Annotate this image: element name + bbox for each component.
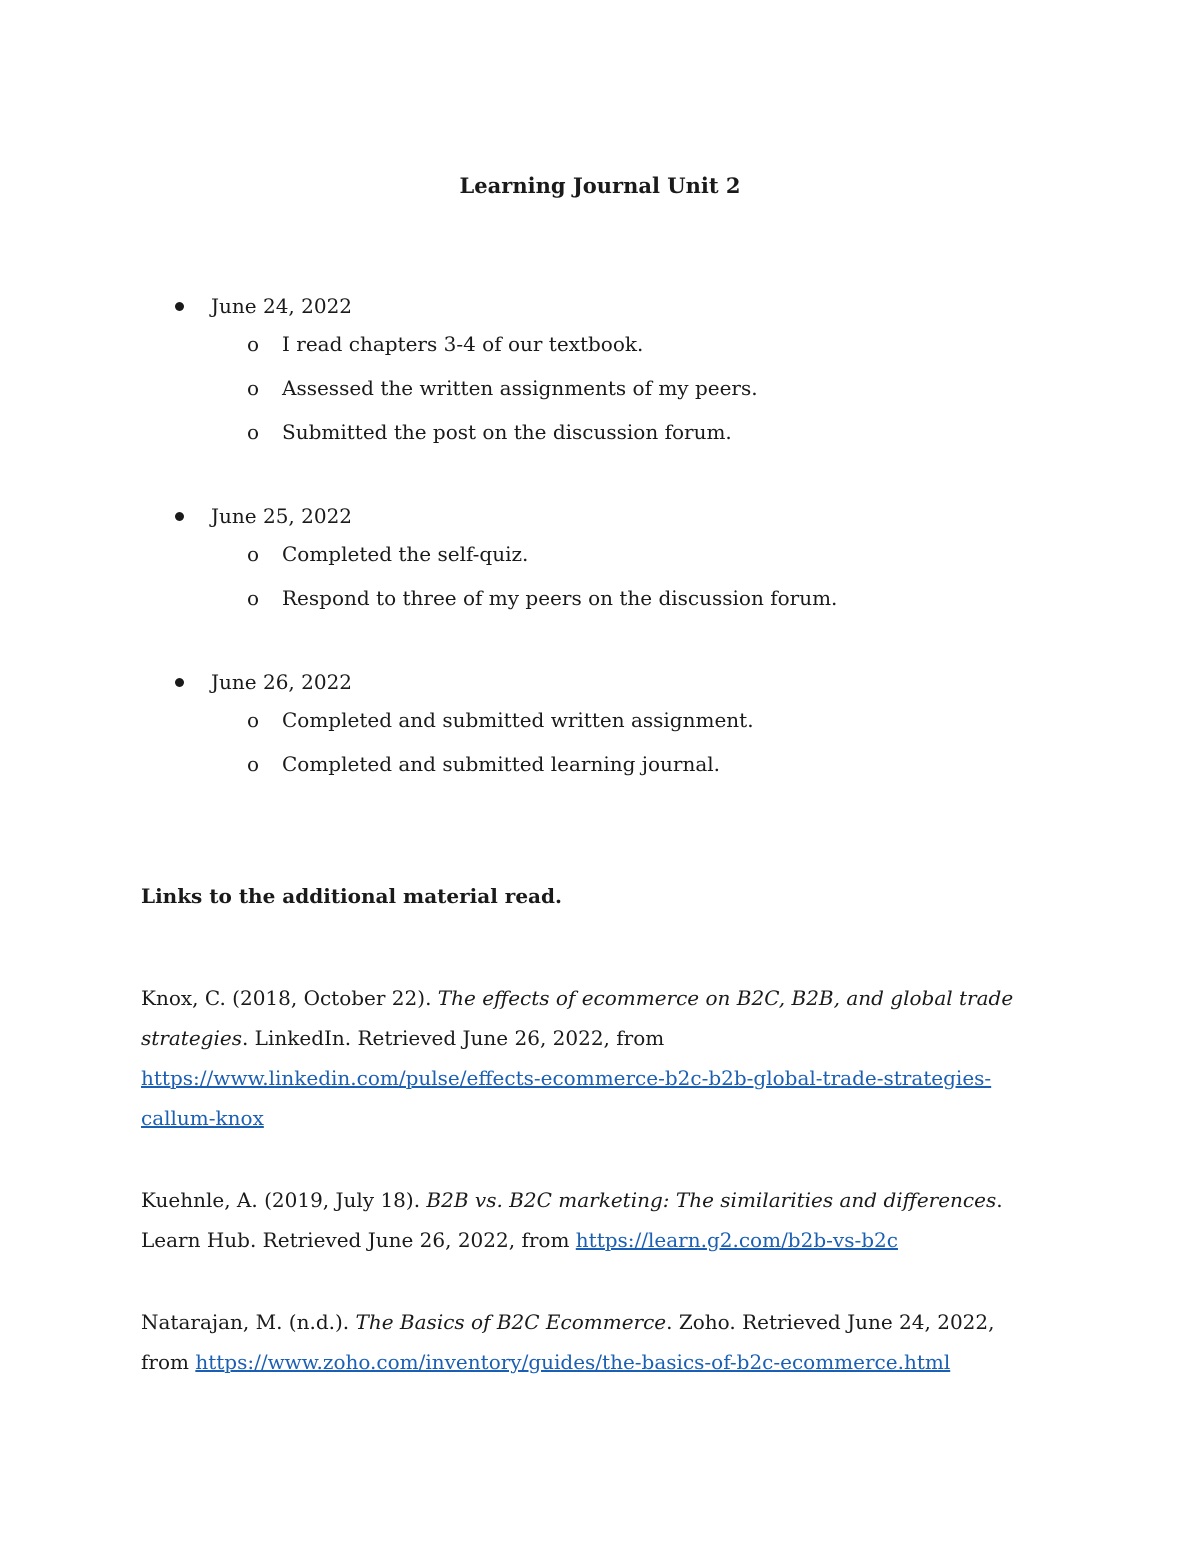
bullet-dot-icon: [175, 302, 184, 311]
reference-link[interactable]: https://learn.g2.com/b2b-vs-b2c: [575, 1228, 898, 1252]
reference-entry: [141, 1180, 1021, 1260]
list-item-text: Assessed the written assignments of my peers.: [282, 376, 758, 400]
reference-author: Kuehnle, A. (2019, July 18).: [141, 1188, 427, 1212]
journal-entry: [0, 664, 1200, 790]
hollow-bullet-icon: o: [247, 586, 260, 610]
reference-link[interactable]: https://www.zoho.com/inventory/guides/the-basics-of-b2c-ecommerce.html: [195, 1350, 951, 1374]
hollow-bullet-icon: o: [247, 542, 260, 566]
document-title: Learning Journal Unit 2: [459, 173, 741, 198]
reference-author: Knox, C. (2018, October 22).: [141, 986, 438, 1010]
reference-link[interactable]: https://www.linkedin.com/pulse/effects-ecommerce-b2c-b2b-global-trade-strategies-callum-knox: [141, 1066, 992, 1130]
list-item: [0, 326, 1200, 370]
list-item-text: Completed and submitted written assignment.: [282, 708, 754, 732]
list-item-text: Respond to three of my peers on the discussion forum.: [282, 586, 838, 610]
list-item-text: I read chapters 3-4 of our textbook.: [282, 332, 644, 356]
hollow-bullet-icon: o: [247, 752, 260, 776]
hollow-bullet-icon: o: [247, 376, 260, 400]
list-item: [0, 746, 1200, 790]
list-item: [0, 536, 1200, 580]
list-item-text: Submitted the post on the discussion forum.: [282, 420, 732, 444]
entry-date: June 25, 2022: [211, 504, 353, 528]
list-item: [0, 702, 1200, 746]
journal-entry: [0, 288, 1200, 458]
reference-source: . LinkedIn. Retrieved June 26, 2022, from: [241, 1026, 665, 1050]
reference-title: The effects of ecommerce on B2C, B2B, and global trade strategies: [141, 986, 1014, 1050]
reference-source: . Learn Hub. Retrieved June 26, 2022, from: [141, 1188, 1003, 1252]
reference-list: [141, 958, 1021, 1424]
reference-source: . Zoho. Retrieved June 24, 2022, from: [141, 1310, 995, 1374]
entry-date: June 26, 2022: [211, 670, 353, 694]
bullet-dot-icon: [175, 512, 184, 521]
reference-title: B2B vs. B2C marketing: The similarities and differences: [426, 1188, 997, 1212]
journal-entries: [0, 288, 1200, 830]
reference-entry: [141, 1302, 1021, 1382]
hollow-bullet-icon: o: [247, 332, 260, 356]
reference-author: Natarajan, M. (n.d.).: [141, 1310, 356, 1334]
list-item: [0, 370, 1200, 414]
journal-entry: [0, 498, 1200, 624]
list-item-text: Completed and submitted learning journal.: [282, 752, 720, 776]
hollow-bullet-icon: o: [247, 708, 260, 732]
list-item-text: Completed the self-quiz.: [282, 542, 529, 566]
entry-date: June 24, 2022: [211, 294, 353, 318]
reference-entry: [141, 978, 1021, 1138]
reference-title: The Basics of B2C Ecommerce: [355, 1310, 667, 1334]
links-heading: Links to the additional material read.: [141, 884, 562, 908]
hollow-bullet-icon: o: [247, 420, 260, 444]
list-item: [0, 580, 1200, 624]
list-item: [0, 414, 1200, 458]
bullet-dot-icon: [175, 678, 184, 687]
